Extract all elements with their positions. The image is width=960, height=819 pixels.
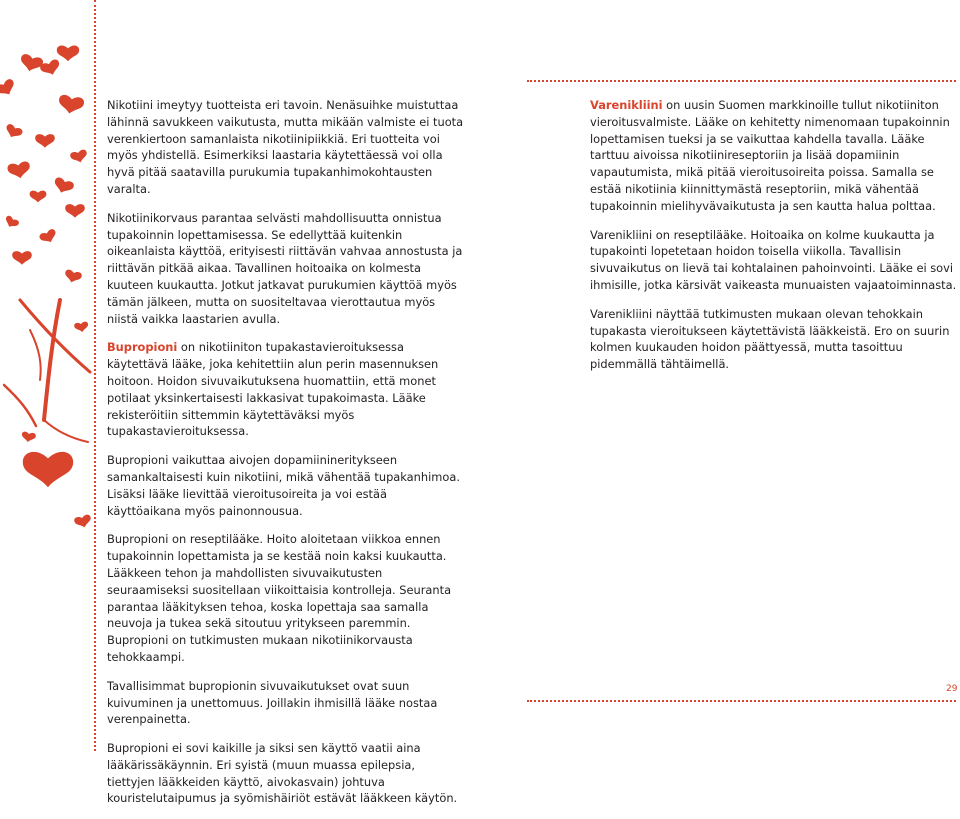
heart-icon bbox=[74, 321, 89, 333]
paragraph-lead: Varenikliini bbox=[590, 98, 663, 112]
paragraph-lead: Bupropioni bbox=[107, 340, 178, 355]
heart-icon bbox=[23, 452, 73, 487]
paragraph bbox=[107, 678, 464, 728]
paragraph-text: Bupropioni vaikuttaa aivojen dopamiinineritykseen samankaltaisesti kuin nikotiini, mikä vähentää tupakanhimoa. Lisäksi lääke lievittää vieroitusoireita ja voi estää käyttöaikana myös painonnousua. bbox=[107, 453, 460, 518]
paragraph-text: Nikotiinikorvaus parantaa selvästi mahdollisuutta onnistua tupakoinnin lopettamisessa. Se edellyttää kuitenkin oikeanlaista käyttöä, erityisesti riittävän vahvaa annostusta ja riittävän pitkää aikaa. Tavallinen hoitoaika on kolmesta kuuteen kuukautta. Jotkut jatkavat purukumien käyttöä myös tämän jälkeen, mutta on suositeltavaa vierottautua myös niistä vaikka laastarien avulla. bbox=[107, 210, 463, 326]
paragraph-text: Bupropioni ei sovi kaikille ja siksi sen käyttö vaatii aina lääkärissäkäynnin. Eri syistä (muun muassa epilepsia, tiettyjen lääkkeiden käyttö, aivokasvain) johtuva kouristelutaipumus ja syömishäiriöt estävät lääkkeen käytön. bbox=[107, 741, 458, 806]
paragraph bbox=[107, 531, 464, 665]
left-text-column bbox=[107, 97, 464, 819]
right-text-column bbox=[590, 97, 960, 385]
heart-icon bbox=[69, 149, 88, 165]
bottom-dotted-rule bbox=[527, 700, 956, 702]
paragraph bbox=[590, 306, 960, 373]
heart-icon bbox=[38, 228, 58, 246]
heart-icon bbox=[35, 134, 55, 148]
heart-icon bbox=[65, 204, 85, 218]
paragraph-text: Nikotiini imeytyy tuotteista eri tavoin. Nenäsuihke muistuttaa lähinnä savukkeen vaikutusta, mutta mikään valmiste ei tuota verenkiertoon samanlaista nikotiinipiikkiä. Eri tuotteita voi myös yhdistellä. Esimerkiksi laastaria käytettäessä voi olla hyvä pitää saatavilla purukumia tupakanhimokohtausten varalta. bbox=[107, 98, 464, 196]
heart-icon bbox=[12, 251, 32, 265]
heart-icon bbox=[30, 191, 47, 203]
top-dotted-rule bbox=[527, 80, 956, 82]
heart-icon bbox=[3, 123, 23, 141]
heart-icon bbox=[21, 431, 36, 443]
paragraph bbox=[107, 97, 464, 198]
heart-vine-decoration bbox=[0, 0, 100, 751]
page-number: 29 bbox=[946, 684, 958, 694]
paragraph bbox=[590, 97, 960, 215]
paragraph-text: on nikotiiniton tupakastavieroituksessa käytettävä lääke, joka kehitettiin alun perin masennuksen hoitoon. Hoidon sivuvaikutuksena huomattiin, että monet potilaat yksinkertaisesti lakkasivat tupakoimasta. Lääke rekisteröitiin sittemmin käytettäväksi myös tupakastavieroituksessa. bbox=[107, 340, 439, 439]
heart-icon bbox=[18, 53, 44, 74]
paragraph-text: Bupropioni on reseptilääke. Hoito aloitetaan viikkoa ennen tupakoinnin lopettamista ja se kestää noin kaksi kuukautta. Lääkkeen tehon ja mahdollisten sivuvaikutusten seuraamiseksi suositellaan viikoittaisia kontrolleja. Seuranta parantaa lääkityksen tehoa, koska lopettaja saa samalla neuvoja ja tukea sekä sitoutuu yritykseen paremmin. Bupropioni on tutkimusten mukaan nikotiinikorvausta tehokkaampi. bbox=[107, 532, 452, 664]
heart-icon bbox=[63, 269, 82, 285]
paragraph-text: Varenikliini näyttää tutkimusten mukaan olevan tehokkain tupakasta vieroitukseen käytettävistä lääkkeistä. Ero on suurin kolmen kuukauden hoidon päättyessä, mutta tasoittuu pidemmällä tähtäimellä. bbox=[590, 306, 950, 372]
paragraph-text: Varenikliini on reseptilääke. Hoitoaika on kolme kuukautta ja tupakointi lopetetaan hoidon toisella viikolla. Tavallisin sivuvaikutus on lievä tai kohtalainen pahoinvointi. Lääke ei sovi ihmisille, jotka kärsivät vaikeasta munuaisten vajaatoiminnasta. bbox=[590, 227, 957, 292]
paragraph bbox=[107, 210, 464, 328]
paragraph bbox=[107, 452, 464, 519]
paragraph-text: on uusin Suomen markkinoille tullut nikotiiniton vieroitusvalmiste. Lääke on kehitetty nimenomaan tupakoinnin lopettamisen tueksi ja se vaikuttaa kahdella tavalla. Lääke tarttuu aivoissa nikotiinireseptoriin ja lisää dopamiinin vapautumista, mikä pitää vieroitusoireita poissa. Samalla se estää nikotiinia kiinnittymästä reseptoriin, mikä vähentää tupakoinnin mielihyvävaikutusta ja sen kautta halua polttaa. bbox=[590, 98, 950, 213]
paragraph bbox=[590, 227, 960, 294]
vertical-dotted-rule bbox=[94, 0, 96, 751]
heart-icon bbox=[0, 78, 18, 100]
paragraph bbox=[107, 339, 464, 440]
heart-icon bbox=[57, 46, 79, 62]
heart-icon bbox=[52, 176, 75, 196]
heart-icon bbox=[57, 94, 85, 116]
heart-icon bbox=[3, 215, 20, 230]
heart-icon bbox=[7, 161, 32, 180]
heart-icon bbox=[73, 514, 92, 530]
paragraph bbox=[107, 740, 464, 807]
paragraph-text: Tavallisimmat bupropionin sivuvaikutukset ovat suun kuivuminen ja unettomuus. Joillakin ihmisillä lääke nostaa verenpainetta. bbox=[107, 678, 438, 727]
